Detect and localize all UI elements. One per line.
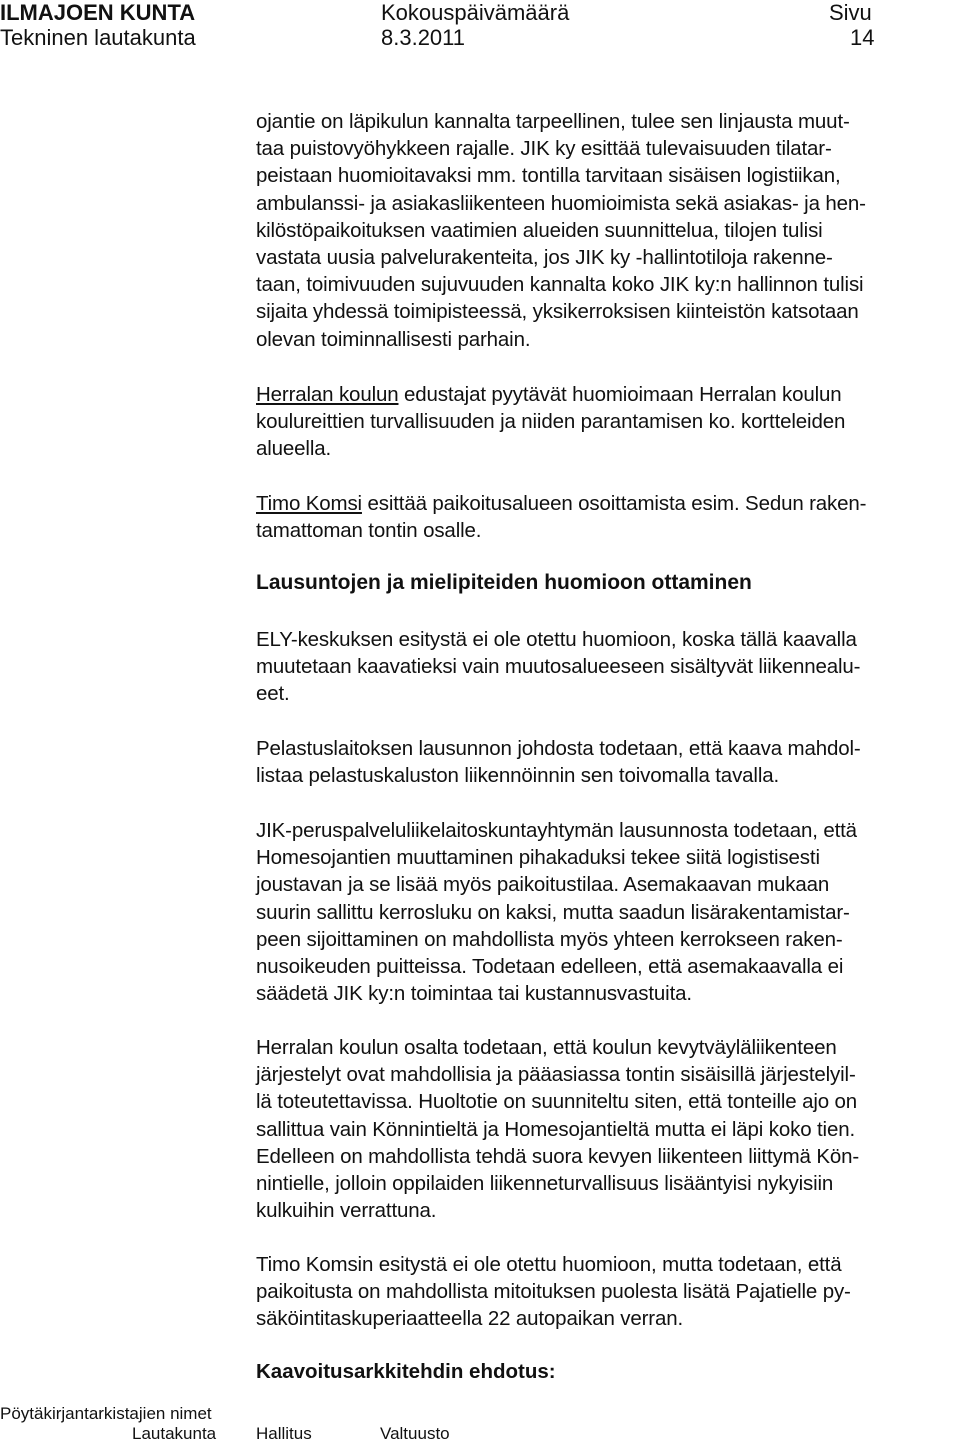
- paragraph-herrala-school: [256, 381, 845, 463]
- text-line: tamattoman tontin osalle.: [256, 519, 482, 543]
- text-line: kulkuihin verrattuna.: [256, 1199, 437, 1223]
- page-label: Sivu: [829, 0, 872, 25]
- paragraph-rescue: [256, 735, 861, 789]
- text-line: Timo Komsin esitystä ei ole otettu huomioon, mutta todetaan, että: [256, 1253, 842, 1276]
- paragraph-jik-requirements: [256, 108, 866, 353]
- text-line: joustavan ja se lisää myös paikoitustilaa. Asemakaavan mukaan: [256, 873, 830, 897]
- text-line: ELY-keskuksen esitystä ei ole otettu huomioon, koska tällä kaavalla: [256, 628, 857, 651]
- text-line: nusoikeuden puitteissa. Todetaan edelleen, että asemakaavalla ei: [256, 955, 844, 979]
- text-line: nintielle, jolloin oppilaiden liikenneturvallisuus lisääntyisi nykyisiin: [256, 1172, 834, 1196]
- section-heading: Lausuntojen ja mielipiteiden huomioon ottaminen: [256, 571, 752, 594]
- text-line: säädetä JIK ky:n toimintaa tai kustannusvastuita.: [256, 982, 692, 1006]
- footer-lautakunta: Lautakunta: [132, 1424, 217, 1443]
- footer-hallitus: Hallitus: [256, 1424, 312, 1443]
- text-line: sijaita yhdessä toimipisteessä, yksikerroksisen kiinteistön katsotaan: [256, 300, 859, 324]
- text-line: koulureittien turvallisuuden ja niiden parantamisen ko. kortteleiden: [256, 410, 846, 434]
- text-line: taa puistovyöhykkeen rajalle. JIK ky esittää tulevaisuuden tilatar-: [256, 137, 832, 161]
- text-line: säköintitaskuperiaatteella 22 autopaikan verran.: [256, 1307, 683, 1331]
- text-line: muutetaan kaavatieksi vain muutosalueeseen sisältyvät liikennealu-: [256, 655, 861, 679]
- paragraph-herrala-response: [256, 1034, 859, 1224]
- text-line: listaa pelastuskaluston liikennöinnin sen toivomalla tavalla.: [256, 764, 780, 788]
- text-line: alueella.: [256, 437, 332, 461]
- text-line: kilöstöpaikoituksen vaatimien alueiden suunnittelua, tilojen tulisi: [256, 218, 823, 242]
- org-name: ILMAJOEN KUNTA: [0, 0, 196, 25]
- date-label: Kokouspäivämäärä: [381, 0, 570, 25]
- meeting-date: 8.3.2011: [381, 25, 466, 50]
- paragraph-ely: [256, 626, 860, 708]
- text-line: vastata uusia palvelurakenteita, jos JIK ky -hallintotiloja rakenne-: [256, 246, 833, 270]
- underlined-name: Herralan koulun: [256, 383, 399, 406]
- text-line: sallittua vain Könnintieltä ja Homesojantieltä mutta ei läpi koko tien.: [256, 1117, 855, 1141]
- text-line: Pelastuslaitoksen lausunnon johdosta todetaan, että kaava mahdol-: [256, 737, 861, 760]
- underlined-name: Timo Komsi: [256, 492, 362, 515]
- text-line: edustajat pyytävät huomioimaan Herralan koulun: [398, 383, 842, 406]
- paragraph-timo-komsi: [256, 490, 866, 544]
- department: Tekninen lautakunta: [0, 25, 196, 50]
- paragraph-komsi-response: [256, 1251, 851, 1333]
- text-line: Homesojantien muuttaminen pihakaduksi tekee siitä logistisesti: [256, 846, 820, 870]
- text-line: olevan toiminnallisesti parhain.: [256, 327, 531, 351]
- paragraph-jik-statement: [256, 817, 857, 1007]
- text-line: ojantie on läpikulun kannalta tarpeellinen, tulee sen linjausta muut-: [256, 110, 850, 133]
- text-line: suurin sallittu kerrosluku on kaksi, mutta saadun lisärakentamistar-: [256, 900, 850, 924]
- footer-valtuusto: Valtuusto: [380, 1424, 450, 1443]
- text-line: JIK-peruspalveluliikelaitoskuntayhtymän lausunnosta todetaan, että: [256, 819, 857, 842]
- page-number: 14: [850, 25, 875, 50]
- text-line: Edelleen on mahdollista tehdä suora kevyen liikenteen liittymä Kön-: [256, 1144, 860, 1168]
- proposal-heading: Kaavoitusarkkitehdin ehdotus:: [256, 1360, 556, 1383]
- footer-title: Pöytäkirjantarkistajien nimet: [0, 1404, 212, 1423]
- text-line: esittää paikoitusalueen osoittamista esim. Sedun raken-: [361, 492, 867, 515]
- text-line: peen sijoittaminen on mahdollista myös yhteen kerrokseen raken-: [256, 927, 843, 951]
- text-line: järjestelyt ovat mahdollisia ja pääasiassa tontin sisäisillä järjestelyil-: [256, 1063, 856, 1087]
- text-line: lä toteutettavissa. Huoltotie on suunniteltu siten, että tonteille ajo on: [256, 1090, 858, 1114]
- text-line: paikoitusta on mahdollista mitoituksen puolesta lisätä Pajatielle py-: [256, 1280, 851, 1304]
- text-line: peistaan huomioitavaksi mm. tontilla tarvitaan sisäisen logistiikan,: [256, 164, 841, 188]
- text-line: ambulanssi- ja asiakasliikenteen huomioimista sekä asiakas- ja hen-: [256, 191, 866, 215]
- text-line: Herralan koulun osalta todetaan, että koulun kevytväyläliikenteen: [256, 1036, 837, 1059]
- text-line: eet.: [256, 682, 290, 706]
- text-line: taan, toimivuuden sujuvuuden kannalta koko JIK ky:n hallinnon tulisi: [256, 273, 864, 297]
